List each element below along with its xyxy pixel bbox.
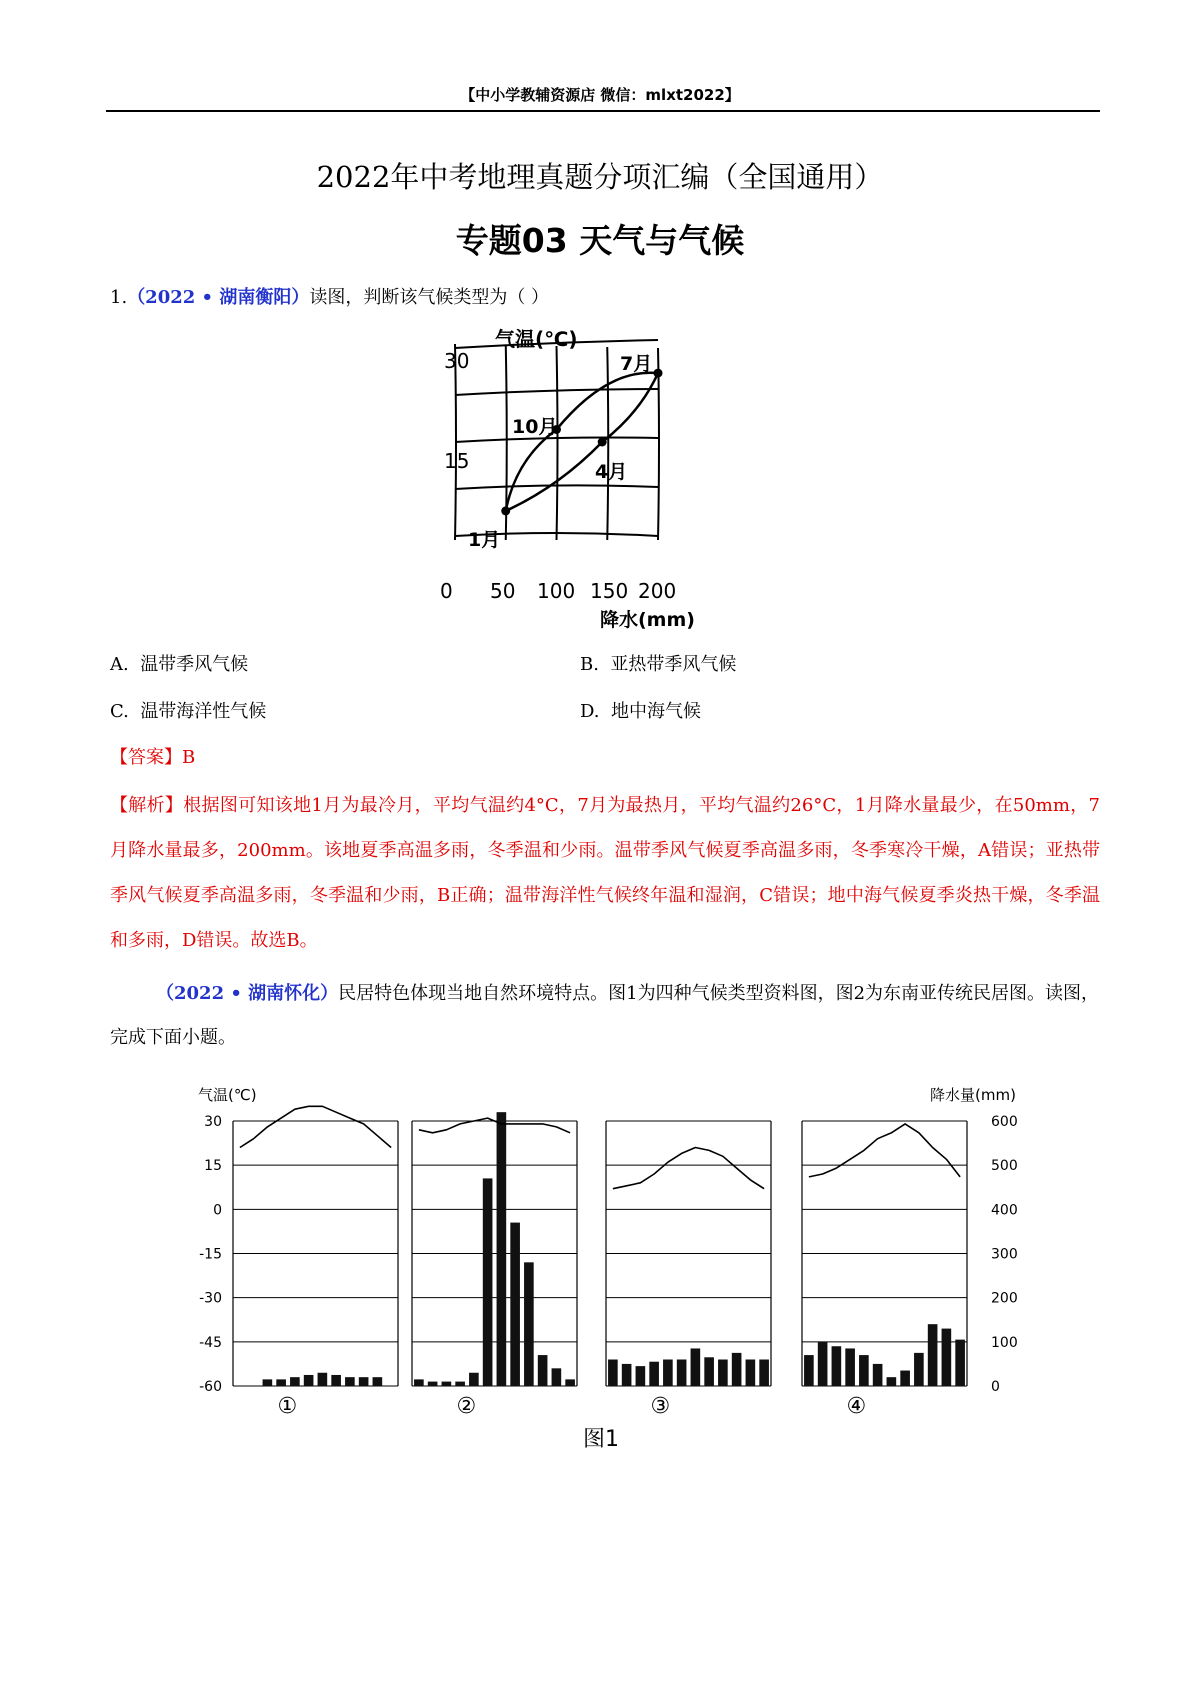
fig1-right-axis-label: 降水量(mm) [930, 1086, 1016, 1104]
answer [110, 743, 195, 769]
fig1-precip-bar [677, 1360, 687, 1387]
fig1-left-tick: 15 [204, 1158, 222, 1175]
chart1-gridline-vertical [607, 347, 608, 540]
fig1-precip-bar [873, 1364, 883, 1386]
fig1-precip-bar [359, 1377, 369, 1386]
fig1-left-tick: -30 [199, 1290, 222, 1307]
chart1-ytick: 15 [444, 449, 470, 473]
fig1-left-tick: 30 [204, 1114, 222, 1130]
fig1-left-tick: -45 [199, 1334, 222, 1351]
analysis [110, 783, 1100, 963]
question-text: 民居特色体现当地自然环境特点。图1为四种气候类型资料图，图2为东南亚传统民居图。读图，完成下面小题。 [110, 983, 1100, 1048]
fig1-temperature-line [809, 1124, 960, 1177]
fig1-left-axis-label: 气温(℃) [198, 1086, 257, 1104]
chart1-curve-upper [506, 373, 658, 511]
fig1-temperature-line [240, 1106, 391, 1147]
fig1-panel [412, 1112, 577, 1419]
fig1-panel-label: ① [277, 1394, 298, 1419]
fig1-left-ticks [199, 1114, 222, 1395]
fig1-precip-bar [565, 1379, 575, 1386]
header-rule [106, 110, 1100, 112]
fig1-precip-bar [497, 1112, 507, 1386]
fig1-precip-bar [455, 1382, 465, 1386]
chart1-ytick: 30 [444, 349, 470, 373]
fig1-precip-bar [718, 1360, 728, 1387]
fig1-left-tick: -15 [199, 1246, 222, 1263]
fig1-right-tick: 0 [991, 1379, 1000, 1395]
fig1-precip-bar [442, 1382, 452, 1386]
question-1-stem [110, 283, 549, 309]
chart1-xtick: 50 [490, 579, 516, 603]
fig1-panel-label: ③ [650, 1394, 671, 1419]
fig1-precip-bar [704, 1357, 714, 1386]
fig1-right-ticks [991, 1114, 1018, 1395]
fig1-precip-bar [746, 1360, 756, 1387]
fig1-right-tick: 200 [991, 1290, 1018, 1307]
option-a [110, 650, 248, 676]
chart1-xlabel: 降水(mm) [600, 609, 695, 631]
fig1-temperature-line [419, 1118, 570, 1133]
document-title: 2022年中考地理真题分项汇编（全国通用） [316, 160, 884, 194]
fig1-precip-bar [622, 1364, 632, 1386]
chart1-xtick: 150 [590, 579, 629, 603]
option-c [110, 697, 266, 723]
fig1-left-tick: -60 [199, 1379, 222, 1395]
question-source: （2022 • 湖南怀化） [156, 983, 339, 1004]
fig1-precip-bar [859, 1355, 869, 1386]
analysis-text: 根据图可知该地1月为最冷月，平均气温约4°C，7月为最热月，平均气温约26°C，1月降水量最少，在50mm，7月降水量最多，200mm。该地夏季高温多雨，冬季温和少雨。温带季风气候夏季高温多雨，冬季寒冷干燥，A错误；亚热带季风气候夏季高温多雨，冬季温和少雨，B正确；温带海洋性气候终年温和湿润，C错误；地中海气候夏季炎热干燥，冬季温和多雨，D错误。故选B。 [110, 795, 1101, 951]
fig1-panel [233, 1106, 398, 1419]
fig1-precip-bar [955, 1340, 965, 1386]
fig1-precip-bar [373, 1377, 383, 1386]
fig1-left-tick: 0 [213, 1202, 222, 1219]
fig1-precip-bar [483, 1178, 493, 1386]
document-subtitle: 专题03 天气与气候 [455, 221, 745, 260]
fig1-precip-bar [887, 1377, 897, 1386]
fig1-right-tick: 400 [991, 1202, 1018, 1219]
fig1-precip-bar [845, 1348, 855, 1386]
fig1-precip-bar [414, 1379, 424, 1386]
fig1-precip-bar [510, 1223, 520, 1386]
fig1-precip-bar [304, 1375, 314, 1386]
fig1-precip-bar [428, 1382, 438, 1386]
fig1-panel [802, 1121, 967, 1419]
fig1-panel-label: ④ [846, 1394, 867, 1419]
chart1-point [654, 369, 663, 378]
fig1-panels [233, 1106, 967, 1419]
chart1-point-label-apr: 4月 [595, 461, 628, 483]
fig1-right-tick: 600 [991, 1114, 1018, 1130]
chart1-ylabel: 气温(℃) [495, 327, 578, 351]
fig1-precip-bar [759, 1360, 769, 1387]
chart1-gridline-vertical [557, 346, 558, 540]
fig1-precip-bar [608, 1360, 618, 1387]
fig1-precip-bar [900, 1371, 910, 1386]
fig1-precip-bar [663, 1360, 673, 1387]
chart1-point-label-oct: 10月 [512, 416, 558, 438]
fig1-panel [606, 1121, 771, 1419]
fig1-precip-bar [804, 1355, 814, 1386]
fig1-precip-bar [942, 1329, 952, 1386]
fig1-precip-bar [552, 1368, 562, 1386]
header-note: 【中小学教辅资源店 微信：mlxt2022】 [460, 86, 740, 104]
fig1-precip-bar [318, 1373, 328, 1386]
fig1-panel-label: ② [456, 1394, 477, 1419]
fig1-right-tick: 300 [991, 1246, 1018, 1263]
fig1-precip-bar [276, 1379, 286, 1386]
chart1-point [598, 438, 607, 447]
fig1-temperature-line [613, 1148, 764, 1189]
chart1-xtick: 200 [638, 579, 677, 603]
fig1-precip-bar [914, 1353, 924, 1386]
fig1-precip-bar [636, 1366, 646, 1386]
question-source: （2022 • 湖南衡阳） [127, 287, 310, 308]
climate-chart-q1 [440, 318, 740, 638]
fig1-precip-bar [928, 1324, 938, 1386]
option-d [580, 697, 701, 723]
chart1-curve-lower [506, 373, 658, 511]
chart1-point [501, 506, 510, 515]
chart1-xtick: 100 [537, 579, 576, 603]
option-text: 地中海气候 [610, 701, 701, 722]
fig1-precip-bar [469, 1373, 479, 1386]
fig1-precip-bar [649, 1362, 659, 1386]
fig1-precip-bar [732, 1353, 742, 1386]
analysis-label: 【解析】 [110, 795, 184, 816]
fig1-precip-bar [290, 1377, 300, 1386]
fig1-precip-bar [832, 1346, 842, 1386]
option-text: 温带季风气候 [140, 654, 249, 675]
answer-value: B [182, 747, 196, 768]
fig1-right-tick: 500 [991, 1158, 1018, 1175]
fig1-caption: 图1 [583, 1427, 619, 1452]
chart1-point-label-jul: 7月 [620, 353, 653, 375]
fig1-precip-bar [263, 1379, 273, 1386]
fig1-precip-bar [818, 1342, 828, 1386]
fig1-precip-bar [691, 1348, 701, 1386]
option-letter: A. [110, 654, 129, 675]
chart1-x-ticks [440, 579, 676, 603]
question-number: 1. [110, 287, 128, 308]
fig1-precip-bar [524, 1262, 534, 1386]
answer-label: 【答案】 [110, 747, 182, 768]
fig1-precip-bar [345, 1377, 355, 1386]
option-letter: D. [580, 701, 600, 722]
question-2-stem [110, 972, 1100, 1060]
fig1-precip-bar [331, 1375, 341, 1386]
option-letter: C. [110, 701, 129, 722]
option-letter: B. [580, 654, 599, 675]
fig1-right-tick: 100 [991, 1334, 1018, 1351]
chart1-point-label-jan: 1月 [468, 529, 501, 551]
question-text: 读图，判断该气候类型为（ ） [309, 287, 550, 308]
option-text: 亚热带季风气候 [610, 654, 737, 675]
chart1-curve [506, 373, 658, 511]
option-text: 温带海洋性气候 [140, 701, 267, 722]
option-b [580, 650, 736, 676]
chart1-xtick: 0 [440, 579, 453, 603]
fig1-precip-bar [538, 1355, 548, 1386]
